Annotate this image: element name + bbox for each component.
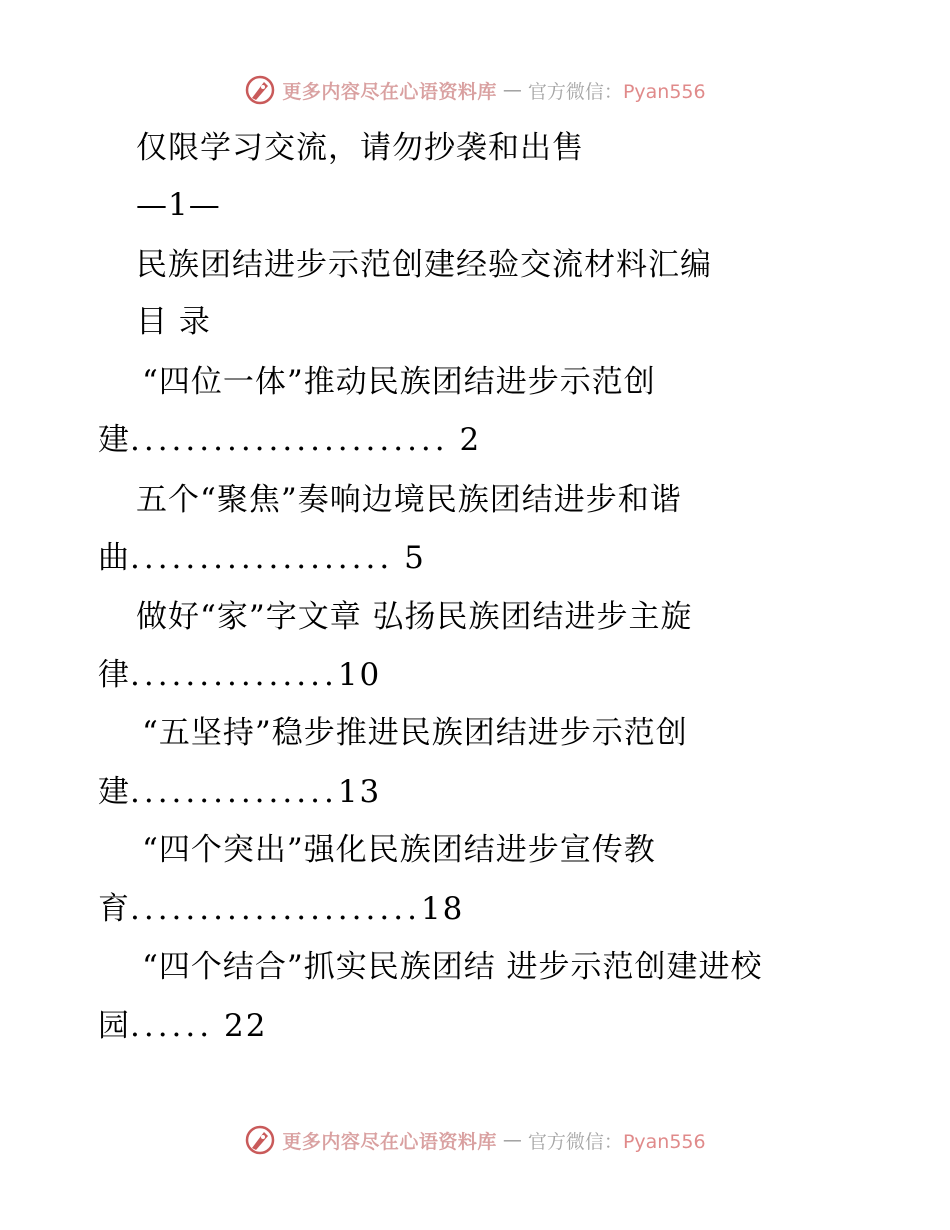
toc-entry-4-char: 建 (98, 774, 130, 810)
document-title: 民族团结进步示范创建经验交流材料汇编 (136, 247, 712, 283)
toc-entry-5-title[interactable]: “四个突出”强化民族团结进步宣传教 (142, 832, 656, 868)
toc-entry-5-leader[interactable] (98, 889, 464, 929)
toc-entry-5-page: 18 (420, 891, 465, 927)
toc-entry-4-page: 13 (337, 774, 382, 810)
toc-entry-1-leader[interactable] (98, 420, 481, 460)
toc-entry-1-dots: ....................... (130, 422, 449, 458)
watermark-text: 更多内容尽在心语资料库 (282, 80, 497, 103)
watermark-contact (528, 1127, 706, 1154)
watermark-label: 官方微信： (527, 80, 623, 103)
notice-text: 仅限学习交流，请勿抄袭和出售 (136, 130, 584, 166)
toc-entry-6-char: 园 (98, 1008, 130, 1044)
toc-entry-2-dots: ................... (130, 540, 394, 576)
watermark-separator: — (502, 79, 522, 101)
watermark-wechat: Pyan556 (622, 80, 706, 103)
toc-entry-5-dots: ..................... (130, 891, 421, 927)
watermark-wechat: Pyan556 (622, 1130, 706, 1153)
toc-entry-6-dots: ...... (130, 1008, 214, 1044)
toc-entry-3-title[interactable]: 做好“家”字文章 弘扬民族团结进步主旋 (136, 599, 693, 635)
watermark-label: 官方微信： (527, 1130, 623, 1153)
toc-entry-2-page: 5 (404, 540, 426, 576)
footer-watermark (0, 1120, 950, 1160)
toc-entry-6-page: 22 (223, 1008, 268, 1044)
watermark-separator: — (502, 1129, 522, 1151)
toc-entry-3-dots: ............... (130, 657, 338, 693)
watermark-text: 更多内容尽在心语资料库 (282, 1130, 497, 1153)
toc-entry-1-page: 2 (459, 422, 482, 458)
toc-entry-6-title[interactable]: “四个结合”抓实民族团结 进步示范创建进校 (142, 949, 763, 985)
toc-entry-3-char: 律 (98, 657, 130, 693)
toc-entry-2-leader[interactable] (98, 538, 426, 578)
pen-nib-logo-icon (244, 74, 276, 106)
toc-entry-4-title[interactable]: “五坚持”稳步推进民族团结进步示范创 (142, 715, 688, 751)
pen-nib-logo-icon (244, 1124, 276, 1156)
toc-entry-4-leader[interactable] (98, 772, 381, 812)
toc-entry-4-dots: ............... (130, 774, 338, 810)
toc-entry-2-title[interactable]: 五个“聚焦”奏响边境民族团结进步和谐 (136, 482, 682, 518)
toc-entry-1-char: 建 (98, 422, 130, 458)
toc-entry-3-page: 10 (337, 657, 382, 693)
toc-entry-6-leader[interactable] (98, 1006, 267, 1046)
toc-entry-2-char: 曲 (98, 540, 130, 576)
toc-entry-3-leader[interactable] (98, 655, 381, 695)
page-number: —1— (136, 187, 221, 223)
watermark-contact (528, 77, 706, 104)
toc-heading: 目 录 (136, 304, 211, 340)
toc-entry-5-char: 育 (98, 891, 130, 927)
header-watermark (0, 70, 950, 110)
toc-entry-1-title[interactable]: “四位一体”推动民族团结进步示范创 (142, 364, 656, 400)
